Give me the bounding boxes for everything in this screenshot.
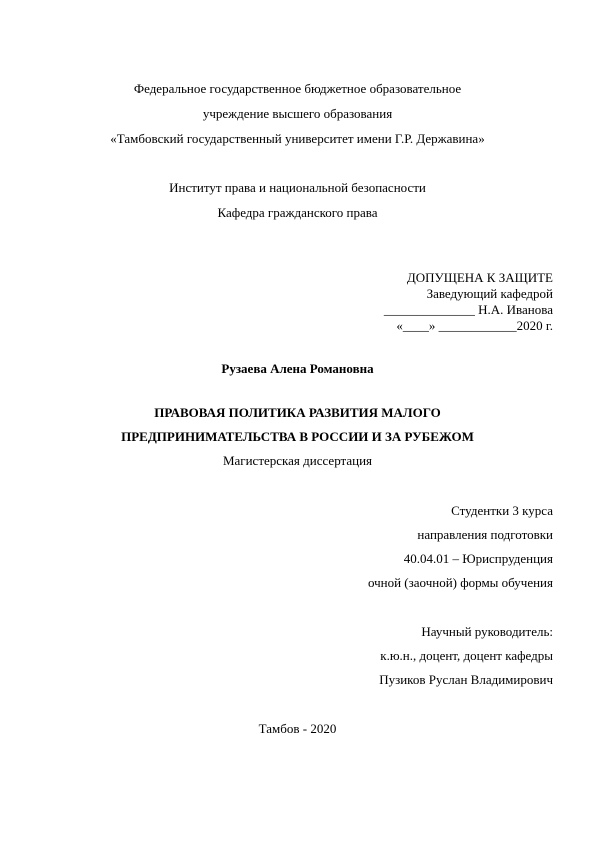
student-course: Студентки 3 курса bbox=[451, 503, 553, 518]
student-direction-label: направления подготовки bbox=[417, 527, 553, 542]
org-line-2: учреждение высшего образования bbox=[202, 106, 393, 121]
institute-name: Институт права и национальной безопасности bbox=[169, 180, 426, 195]
student-direction-code: 40.04.01 – Юриспруденция bbox=[403, 551, 553, 566]
approval-date: «____» ____________2020 г. bbox=[396, 318, 553, 333]
supervisor-label: Научный руководитель: bbox=[421, 624, 553, 639]
supervisor-name: Пузиков Руслан Владимирович bbox=[379, 672, 553, 687]
approval-title: ДОПУЩЕНА К ЗАЩИТЕ bbox=[406, 270, 553, 285]
author-name: Рузаева Алена Романовна bbox=[221, 361, 374, 376]
student-study-form: очной (заочной) формы обучения bbox=[367, 575, 553, 590]
supervisor-title: к.ю.н., доцент, доцент кафедры bbox=[380, 648, 553, 663]
thesis-title-line-2: ПРЕДПРИНИМАТЕЛЬСТВА В РОССИИ И ЗА РУБЕЖОМ bbox=[121, 429, 474, 444]
city-year: Тамбов - 2020 bbox=[258, 721, 337, 736]
thesis-type: Магистерская диссертация bbox=[222, 453, 373, 468]
approval-position: Заведующий кафедрой bbox=[426, 286, 553, 301]
thesis-title-line-1: ПРАВОВАЯ ПОЛИТИКА РАЗВИТИЯ МАЛОГО bbox=[154, 405, 441, 420]
org-line-3: «Тамбовский государственный университет имени Г.Р. Державина» bbox=[110, 131, 485, 146]
department-name: Кафедра гражданского права bbox=[217, 205, 378, 220]
org-line-1: Федеральное государственное бюджетное образовательное bbox=[133, 81, 462, 96]
approval-signature: ______________ Н.А. Иванова bbox=[383, 302, 553, 317]
